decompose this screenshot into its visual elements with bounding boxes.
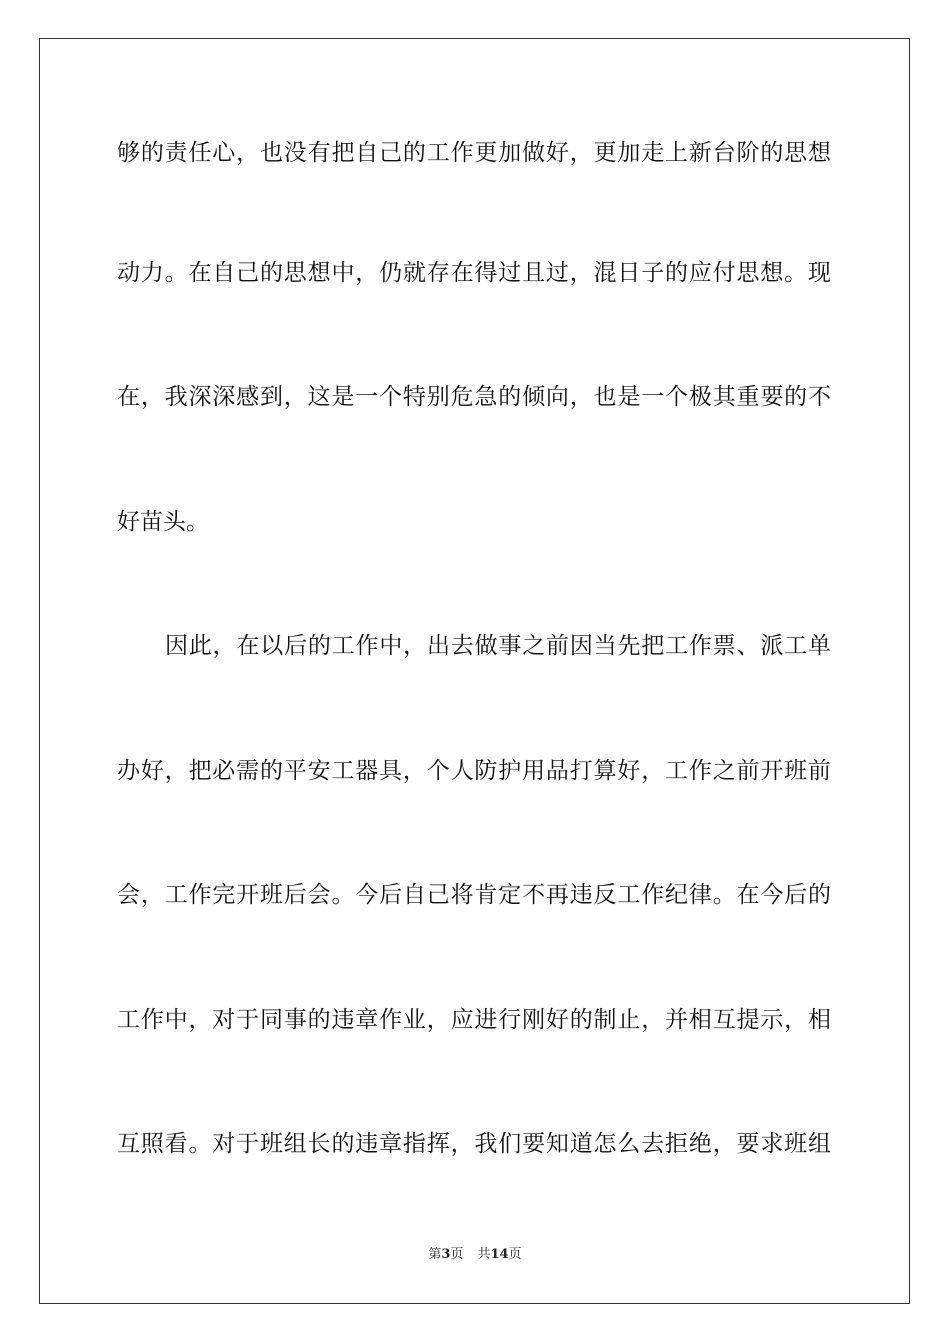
total-suffix: 页 — [508, 1247, 522, 1262]
page-suffix: 页 — [450, 1247, 464, 1262]
text-line: 工作中，对于同事的违章作业，应进行刚好的制止，并相互提示，相 — [117, 1007, 831, 1033]
text-line: 够的责任心，也没有把自己的工作更加做好，更加走上新台阶的思想 — [117, 140, 831, 166]
page-number: 3 — [441, 1247, 451, 1262]
page-border — [39, 38, 910, 1304]
page-footer — [0, 1246, 950, 1264]
text-line: 在，我深深感到，这是一个特别危急的倾向，也是一个极其重要的不 — [117, 384, 831, 410]
page-prefix: 第 — [428, 1247, 442, 1262]
total-prefix: 共 — [477, 1247, 491, 1262]
text-line: 办好，把必需的平安工器具，个人防护用品打算好，工作之前开班前 — [117, 758, 831, 784]
text-line: 会，工作完开班后会。今后自己将肯定不再违反工作纪律。在今后的 — [117, 882, 831, 908]
total-pages: 14 — [490, 1247, 509, 1262]
text-line: 因此，在以后的工作中，出去做事之前因当先把工作票、派工单 — [165, 633, 831, 659]
text-line: 互照看。对于班组长的违章指挥，我们要知道怎么去拒绝，要求班组 — [117, 1131, 831, 1157]
text-line: 好苗头。 — [117, 509, 209, 535]
text-line: 动力。在自己的思想中，仍就存在得过且过，混日子的应付思想。现 — [117, 260, 831, 286]
